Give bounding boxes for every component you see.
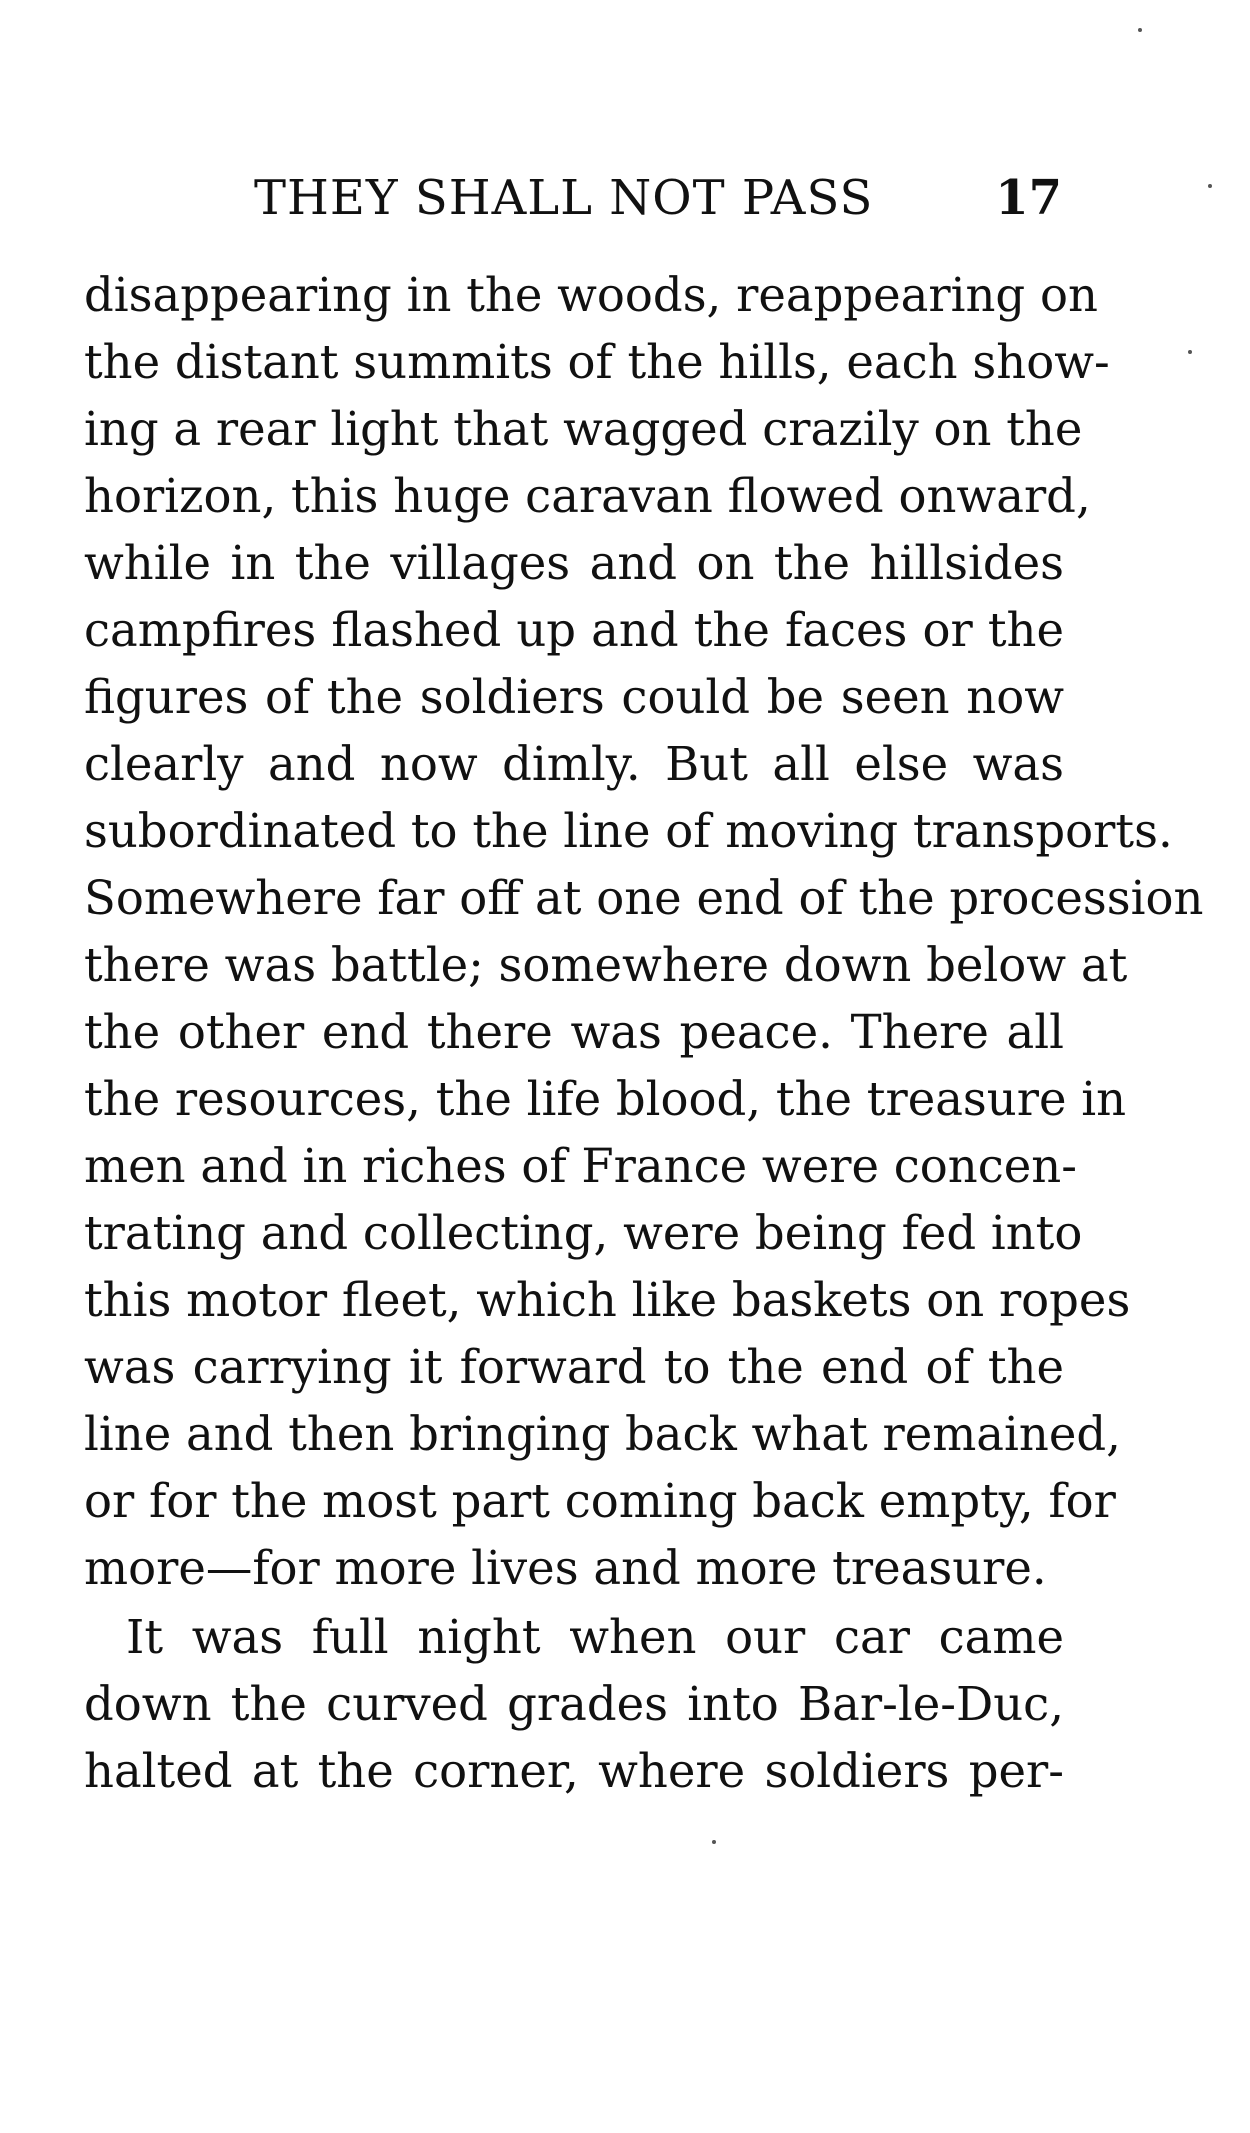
text-line: ing a rear light that wagged crazily on the [84, 402, 1083, 456]
text-line: figures of the soldiers could be seen now [84, 670, 1064, 724]
text-line: down the curved grades into Bar-le-Duc, [84, 1677, 1064, 1731]
text-line: men and in riches of France were concen- [84, 1139, 1077, 1193]
scan-speck [1188, 350, 1192, 354]
text-line: Somewhere far off at one end of the procession [84, 871, 1204, 925]
text-line: It was full night when our car came [126, 1610, 1064, 1664]
running-head [84, 170, 1064, 240]
text-line: subordinated to the line of moving transports. [84, 804, 1173, 858]
page-number: 17 [995, 170, 1062, 226]
text-line: the distant summits of the hills, each show- [84, 335, 1110, 389]
text-line: there was battle; somewhere down below at [84, 938, 1128, 992]
text-line: disappearing in the woods, reappearing on [84, 268, 1098, 322]
text-line: the resources, the life blood, the treasure in [84, 1072, 1127, 1126]
scan-speck [712, 1840, 716, 1844]
text-line: line and then bringing back what remained, [84, 1407, 1121, 1461]
text-line: was carrying it forward to the end of the [84, 1340, 1064, 1394]
paragraph [84, 1604, 1064, 1805]
body-text [84, 262, 1204, 1805]
text-line: campfires flashed up and the faces or the [84, 603, 1064, 657]
paragraph [84, 262, 1204, 1602]
running-title: THEY SHALL NOT PASS [254, 170, 874, 226]
text-line: halted at the corner, where soldiers per- [84, 1744, 1064, 1798]
text-line: more—for more lives and more treasure. [84, 1541, 1047, 1595]
text-line: horizon, this huge caravan flowed onward, [84, 469, 1091, 523]
text-line: clearly and now dimly. But all else was [84, 737, 1064, 791]
text-line: or for the most part coming back empty, for [84, 1474, 1116, 1528]
scan-speck [1138, 28, 1142, 32]
text-line: this motor fleet, which like baskets on ropes [84, 1273, 1131, 1327]
scan-speck [1208, 184, 1212, 188]
text-line: the other end there was peace. There all [84, 1005, 1064, 1059]
text-line: while in the villages and on the hillsides [84, 536, 1064, 590]
text-line: trating and collecting, were being fed into [84, 1206, 1083, 1260]
